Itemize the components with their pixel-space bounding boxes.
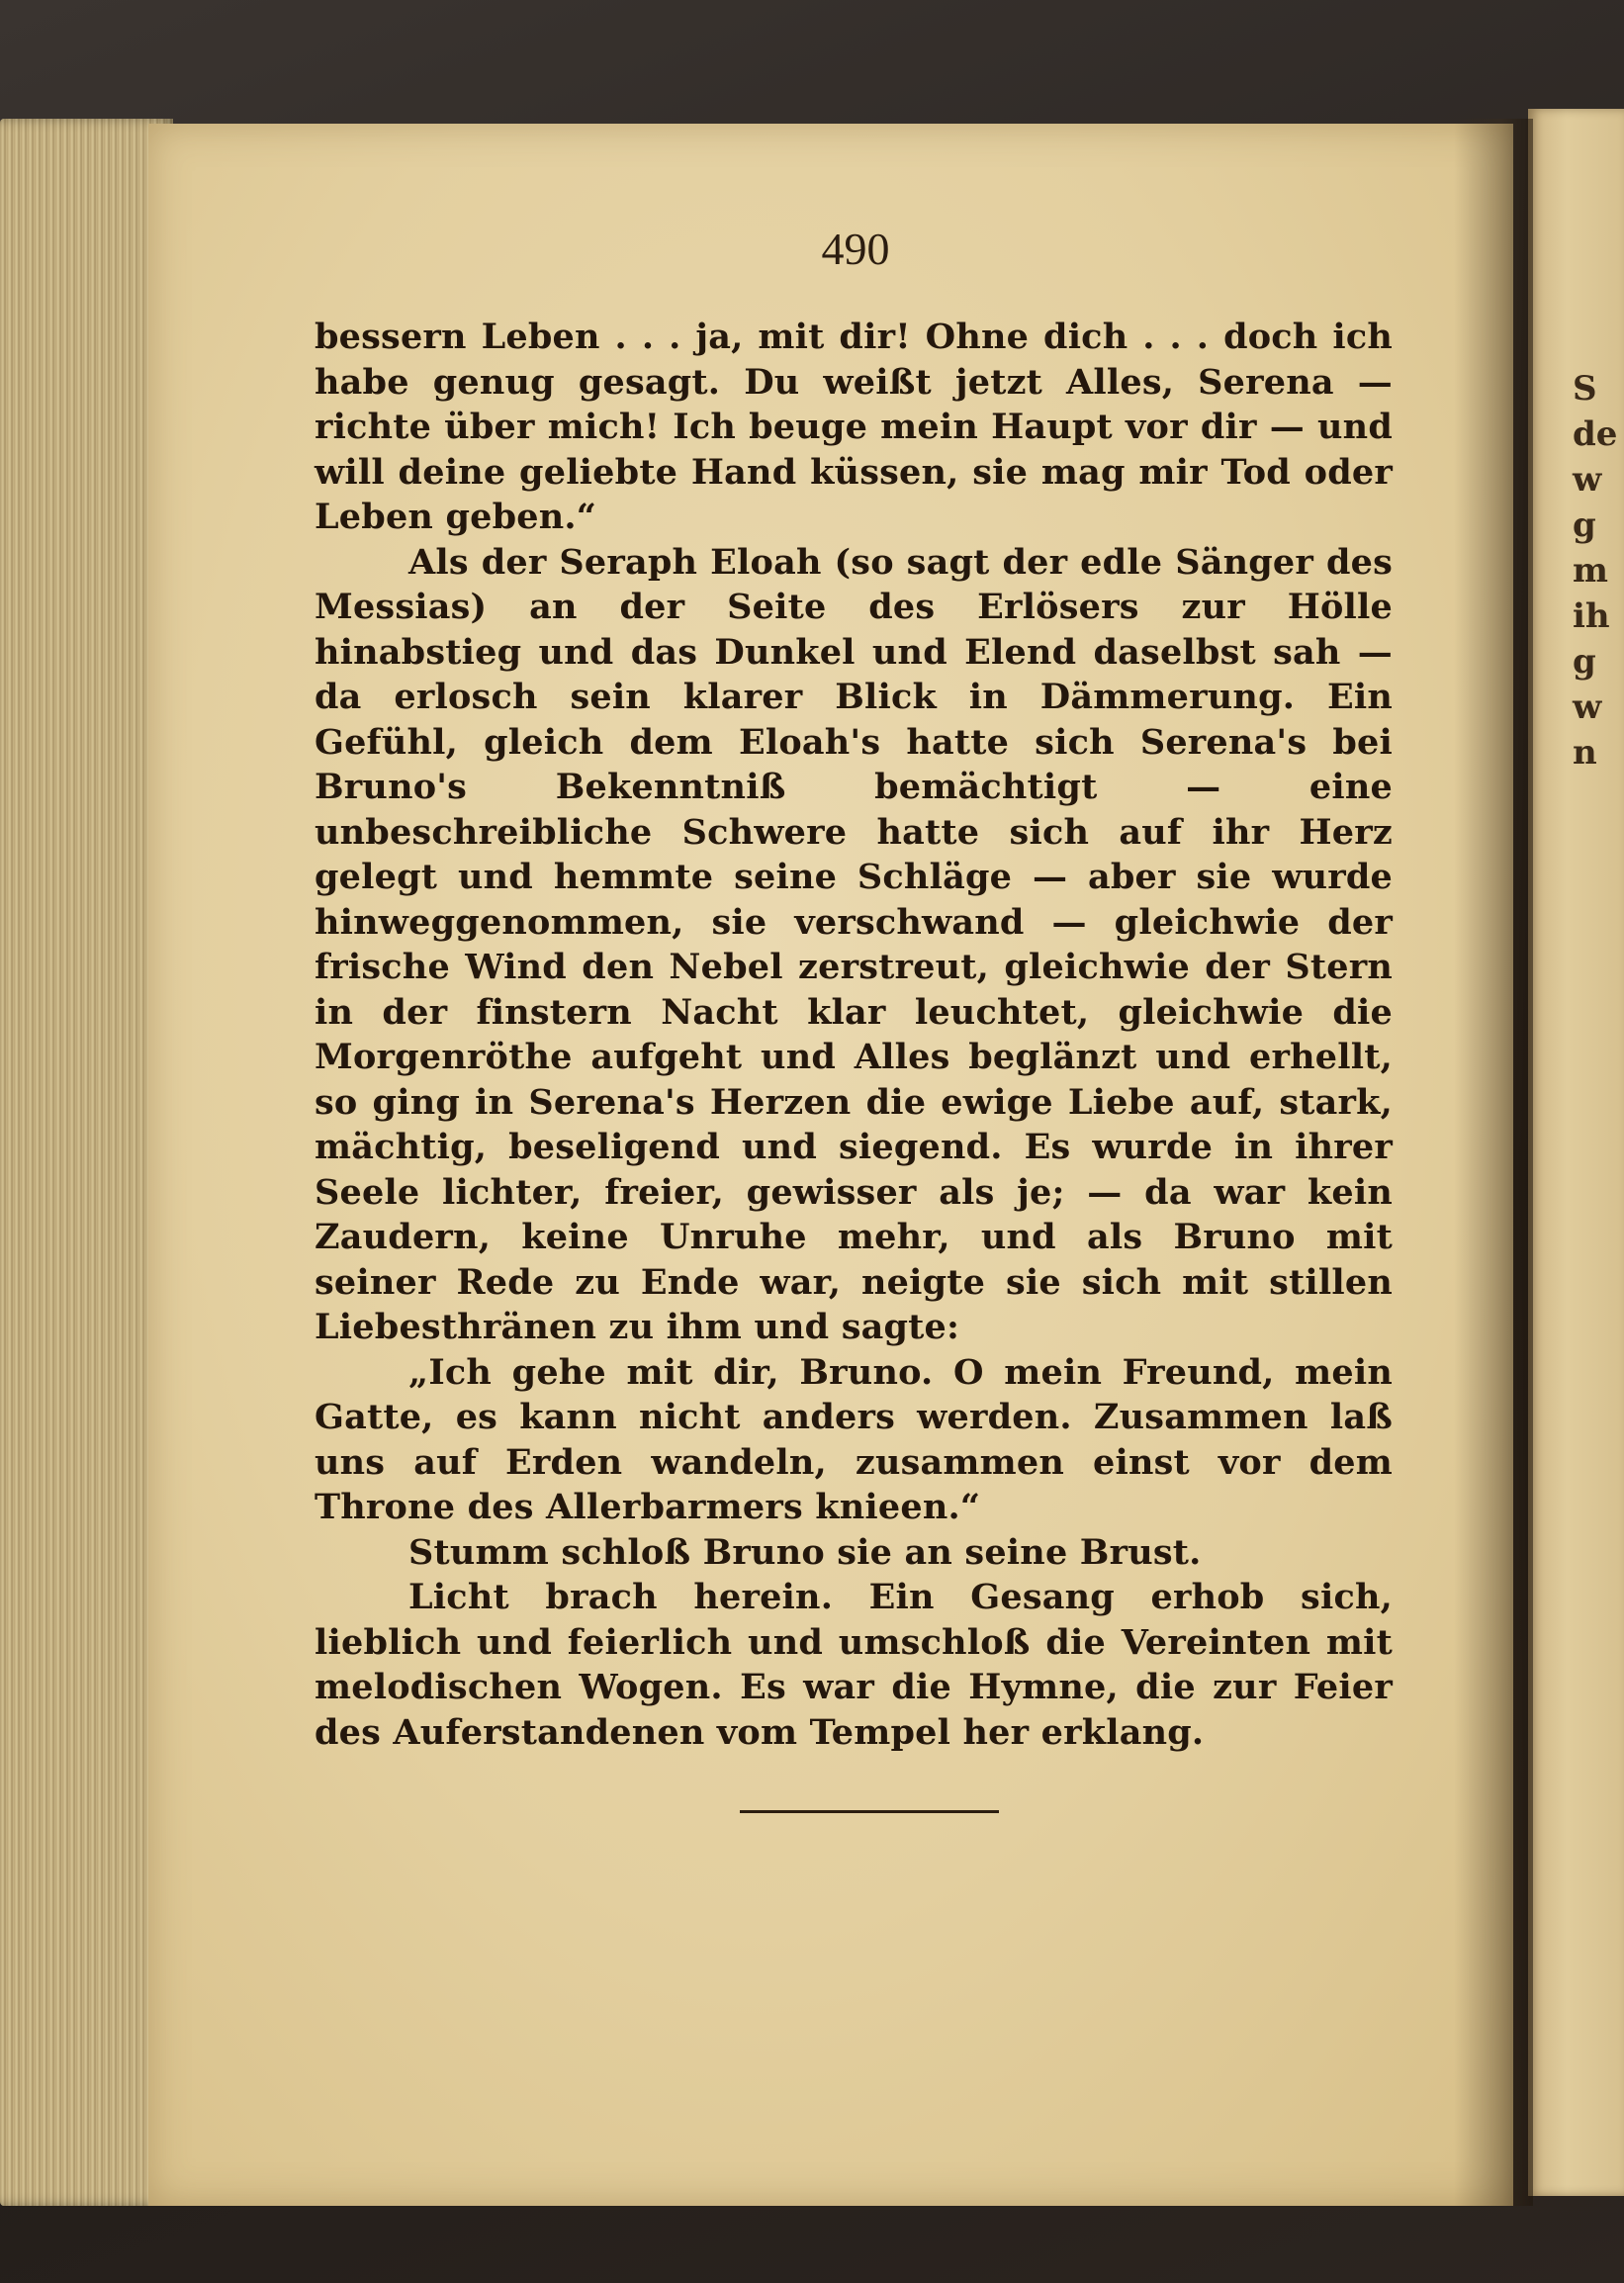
- gutter-shadow: [1454, 119, 1533, 2206]
- end-rule: [740, 1810, 999, 1813]
- paragraph: Stumm schloß Bruno sie an seine Brust.: [408, 1531, 1202, 1573]
- page-block-edge: [0, 119, 173, 2206]
- body-text: [315, 315, 1393, 1755]
- paragraph: Als der Seraph Eloah (so sagt der edle Sänger des Messias) an der Seite des Erlösers zur Hölle hinabstieg und das Dunkel und Elend daselbst sah — da erlosch sein klarer Blick in Dämmerung. Ein Gefühl, gleich dem Eloah's hatte sich Serena's bei Bruno's Bekenntniß bemächtigt — eine unbeschreibliche Schwere hatte sich auf ihr Herz gelegt und hemmte seine Schläge — aber sie wurde hinweggenommen, sie verschwand — gleichwie der frische Wind den Nebel zerstreut, gleichwie der Stern in der finstern Nacht klar leuchtet, gleichwie die Morgenröthe aufgeht und Alles beglänzt und erhellt, so ging in Serena's Herzen die ewige Liebe auf, stark, mächtig, beseligend und siegend. Es wurde in ihrer Seele lichter, freier, gewisser als je; — da war kein Zaudern, keine Unruhe mehr, und als Bruno mit seiner Rede zu Ende war, neigte sie sich mit stillen Liebesthränen zu ihm und sagte:: [315, 541, 1393, 1347]
- paragraph: „Ich gehe mit dir, Bruno. O mein Freund, mein Gatte, es kann nicht anders werden. Zusammen laß uns auf Erden wandeln, zusammen einst vor dem Throne des Allerbarmers knieen.“: [315, 1351, 1393, 1527]
- paragraph: Licht brach herein. Ein Gesang erhob sich, lieblich und feierlich und umschloß die Vereinten mit melodischen Wogen. Es war die Hymne, die zur Feier des Auferstandenen vom Tempel her erklang.: [315, 1577, 1393, 1753]
- facing-page-text: S de w g m ih g w n: [1573, 369, 1618, 773]
- paragraph: bessern Leben . . . ja, mit dir! Ohne dich . . . doch ich habe genug gesagt. Du weißt jetzt Alles, Serena — richte über mich! Ich beuge mein Haupt vor dir — und will deine geliebte Hand küssen, sie mag mir Tod oder Leben geben.“: [315, 317, 1393, 537]
- page-number: 490: [821, 224, 890, 274]
